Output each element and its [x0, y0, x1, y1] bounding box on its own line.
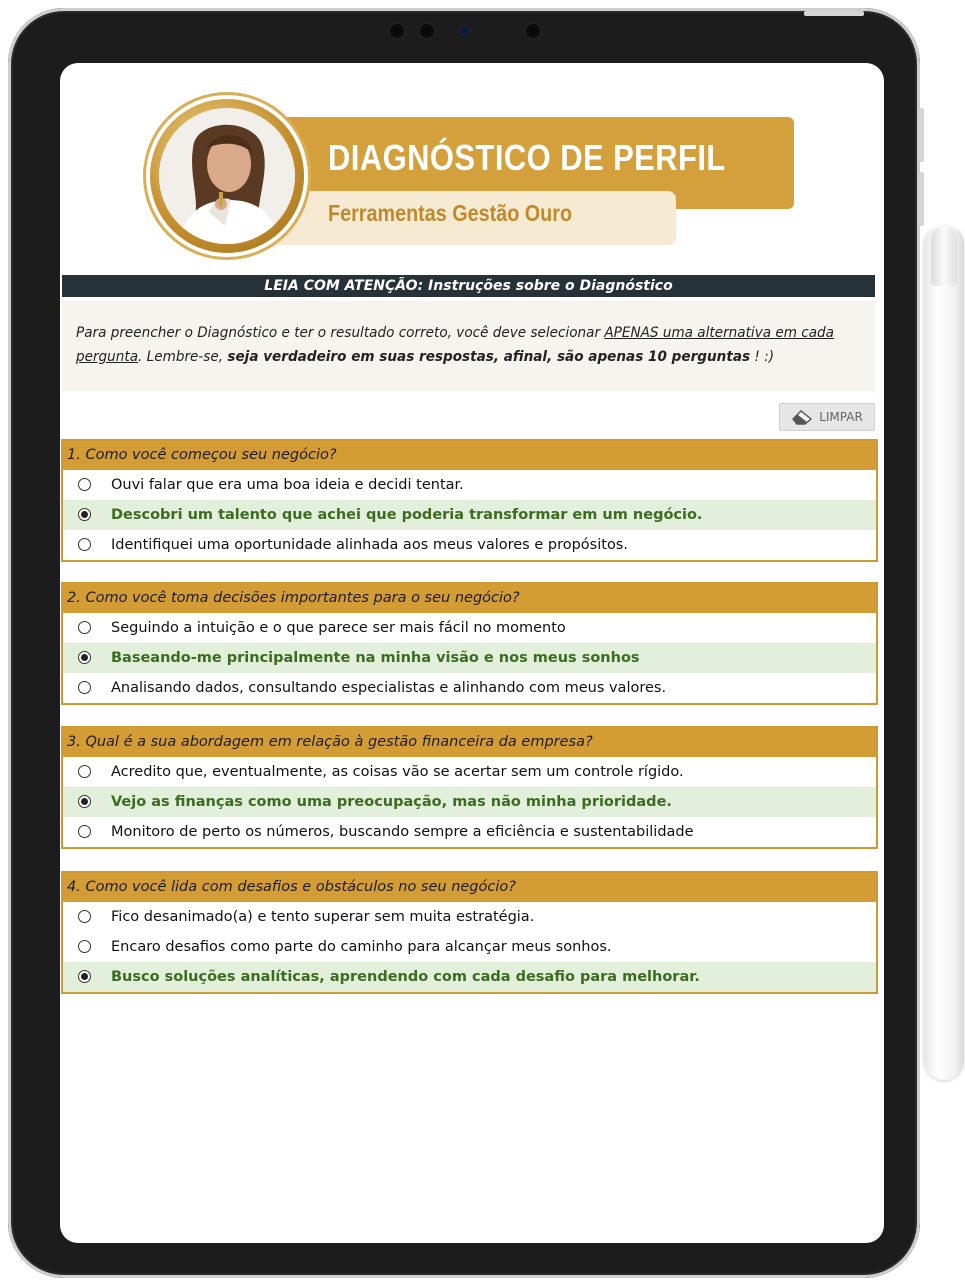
page-title: DIAGNÓSTICO DE PERFIL	[328, 137, 726, 178]
radio-button[interactable]	[78, 970, 91, 983]
stylus-tip	[931, 226, 957, 286]
answer-option[interactable]	[63, 673, 876, 703]
answer-option[interactable]	[63, 962, 876, 992]
radio-button[interactable]	[78, 508, 91, 521]
instructions-text-part: Para preencher o Diagnóstico e ter o resultado correto, você deve selecionar	[76, 325, 605, 341]
instructions-header: LEIA COM ATENÇÃO: Instruções sobre o Diagnóstico	[62, 275, 875, 297]
radio-selected-dot-icon	[81, 511, 88, 518]
answer-option-label: Identifiquei uma oportunidade alinhada aos meus valores e propósitos.	[111, 537, 628, 553]
radio-button[interactable]	[78, 621, 91, 634]
radio-button[interactable]	[78, 940, 91, 953]
question-block	[61, 439, 878, 562]
answer-option-label: Fico desanimado(a) e tento superar sem muita estratégia.	[111, 909, 535, 925]
answer-option-label: Descobri um talento que achei que poderia transformar em um negócio.	[111, 507, 703, 523]
question-title: 2. Como você toma decisões importantes para o seu negócio?	[63, 584, 876, 613]
answer-option[interactable]	[63, 470, 876, 500]
sensor-dot	[390, 24, 404, 38]
instructions-emphasis-bold: seja verdadeiro em suas respostas, afinal, são apenas 10 perguntas	[227, 349, 751, 365]
question-block	[61, 871, 878, 994]
answer-option-label: Monitoro de perto os números, buscando sempre a eficiência e sustentabilidade	[111, 824, 694, 840]
instructions-text	[76, 321, 838, 369]
radio-button[interactable]	[78, 681, 91, 694]
answer-option-label: Vejo as finanças como uma preocupação, mas não minha prioridade.	[111, 794, 672, 810]
instructions-box	[62, 301, 875, 391]
answer-option[interactable]	[63, 817, 876, 847]
radio-button[interactable]	[78, 765, 91, 778]
page-subtitle: Ferramentas Gestão Ouro	[328, 200, 573, 226]
answer-option-label: Busco soluções analíticas, aprendendo com cada desafio para melhorar.	[111, 969, 700, 985]
stylus-pencil	[924, 226, 964, 1080]
radio-button[interactable]	[78, 910, 91, 923]
radio-button[interactable]	[78, 795, 91, 808]
answer-option[interactable]	[63, 787, 876, 817]
answer-option[interactable]	[63, 932, 876, 962]
answer-option-label: Analisando dados, consultando especialistas e alinhando com meus valores.	[111, 680, 667, 696]
radio-selected-dot-icon	[81, 973, 88, 980]
answer-option-label: Baseando-me principalmente na minha visão e nos meus sonhos	[111, 650, 640, 666]
question-title: 3. Qual é a sua abordagem em relação à gestão financeira da empresa?	[63, 728, 876, 757]
question-title: 4. Como você lida com desafios e obstáculos no seu negócio?	[63, 873, 876, 902]
answer-option-label: Ouvi falar que era uma boa ideia e decidi tentar.	[111, 477, 464, 493]
clear-button[interactable]	[779, 403, 875, 431]
radio-button[interactable]	[78, 651, 91, 664]
radio-button[interactable]	[78, 825, 91, 838]
clear-button-label: LIMPAR	[819, 410, 863, 424]
screen	[60, 63, 884, 1243]
tablet-frame	[8, 8, 920, 1278]
sensor-dot	[420, 24, 434, 38]
answer-option[interactable]	[63, 530, 876, 560]
question-title: 1. Como você começou seu negócio?	[63, 441, 876, 470]
avatar-photo	[159, 108, 295, 244]
power-button	[804, 11, 864, 16]
question-block	[61, 582, 878, 705]
instructions-text-part: ! :)	[750, 349, 775, 365]
instructions-text-part: . Lembre-se,	[138, 349, 228, 365]
answer-option[interactable]	[63, 757, 876, 787]
header-banner	[150, 99, 810, 259]
answer-option-label: Acredito que, eventualmente, as coisas vão se acertar sem um controle rígido.	[111, 764, 684, 780]
volume-down-button	[919, 172, 924, 226]
answer-option[interactable]	[63, 902, 876, 932]
volume-up-button	[919, 108, 924, 162]
sensor-dot	[526, 24, 540, 38]
radio-selected-dot-icon	[81, 798, 88, 805]
radio-selected-dot-icon	[81, 654, 88, 661]
answer-option-label: Encaro desafios como parte do caminho para alcançar meus sonhos.	[111, 939, 612, 955]
answer-option-label: Seguindo a intuição e o que parece ser mais fácil no momento	[111, 620, 566, 636]
answer-option[interactable]	[63, 643, 876, 673]
question-block	[61, 726, 878, 849]
answer-option[interactable]	[63, 500, 876, 530]
avatar	[150, 99, 304, 253]
eraser-icon	[791, 409, 813, 425]
camera-lens	[460, 26, 469, 35]
radio-button[interactable]	[78, 538, 91, 551]
radio-button[interactable]	[78, 478, 91, 491]
person-portrait-icon	[159, 108, 295, 244]
instructions-emphasis-underline: APENAS uma alternativa em cada pergunta	[76, 325, 835, 365]
answer-option[interactable]	[63, 613, 876, 643]
